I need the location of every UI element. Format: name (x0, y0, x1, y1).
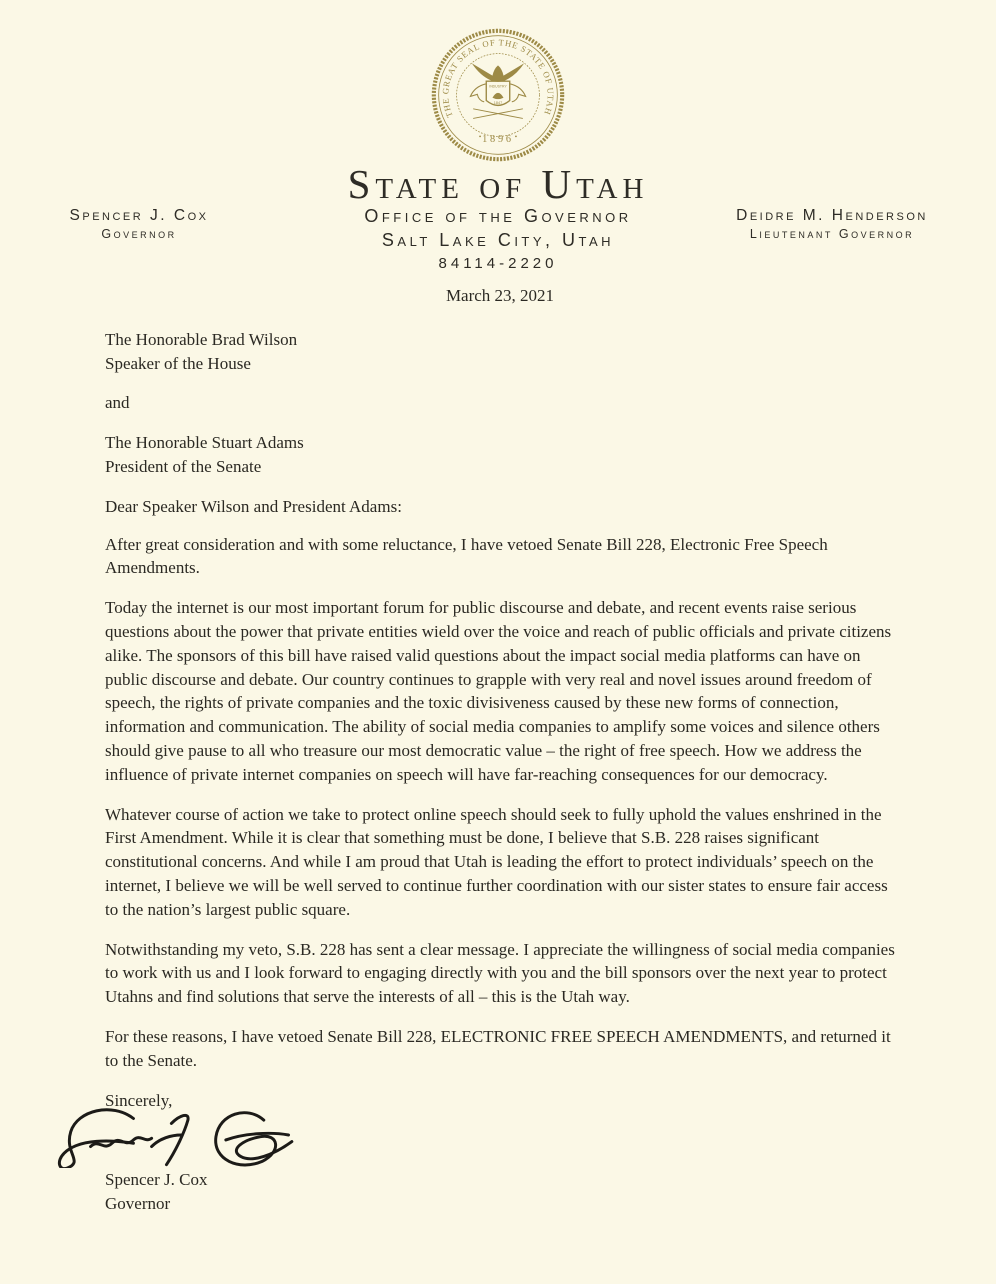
office-line-2: Salt Lake City, Utah (381, 230, 615, 250)
office-line-1: Office of the Governor (364, 206, 632, 226)
date-line: March 23, 2021 (445, 286, 555, 305)
seal-beehive-icon (492, 93, 503, 99)
letter-body (105, 284, 895, 1216)
governor-name: Spencer J. Cox (69, 207, 209, 224)
paragraph-4: Notwithstanding my veto, S.B. 228 has sent a clear message. I appreciate the willingness of social media companies to work with us and I look forward to engaging directly with you and the bill sponsors over the next year to protect Utahns and find solutions that serve the interests of all – this is the Utah way. (105, 939, 895, 1007)
state-title: State of Utah (347, 161, 649, 207)
paragraph-2: Today the internet is our most important forum for public discourse and debate, and recent events raise serious questions about the power that private entities wield over the voice and reach of public officials and private citizens alike. The sponsors of this bill have raised valid questions about the impact social media platforms can have on public discourse and debate. Our country continues to grapple with very real and novel issues around freedom of speech, the rights of private companies and the toxic divisiveness caused by these new forms of connection, information and communication. The ability of social media companies to amplify some voices and silence others should give pause to all who treasure our most democratic value – the right of free speech. How we address the influence of private internet companies on speech will have far-reaching consequences for our democracy. (105, 598, 892, 784)
seal-shield-year-text: 1847 (493, 100, 503, 105)
zip-line: 84114-2220 (438, 255, 558, 272)
recipient-house (105, 328, 895, 376)
lt-governor-title: Lieutenant Governor (749, 227, 915, 241)
seal-ring-text: THE GREAT SEAL OF THE STATE OF UTAH (440, 37, 556, 120)
governor-block (29, 206, 249, 243)
recipient-title: Speaker of the House (105, 353, 251, 373)
lt-governor-name: Deidre M. Henderson (736, 207, 928, 224)
recipient-senate (105, 431, 895, 479)
seal-spears-icon (473, 109, 523, 119)
salutation: Dear Speaker Wilson and President Adams: (105, 496, 402, 516)
recipient-title: President of the Senate (105, 456, 262, 476)
valediction: Sincerely, (105, 1090, 173, 1110)
seal-year-text: 1896 (482, 133, 514, 145)
signature-icon (53, 1102, 303, 1168)
utah-state-seal-icon (429, 26, 567, 164)
seal-left-flag-icon (470, 84, 485, 102)
signature-name: Spencer J. Cox (105, 1170, 208, 1190)
paragraph-1: After great consideration and with some reluctance, I have vetoed Senate Bill 228, Electronic Free Speech Amendments. (105, 534, 828, 578)
lt-governor-block (702, 206, 962, 243)
recipient-name: The Honorable Stuart Adams (105, 433, 304, 453)
seal-motto-text: INDUSTRY (489, 84, 507, 89)
governor-title: Governor (101, 227, 177, 241)
signature-title: Governor (105, 1194, 171, 1214)
paragraph-5: For these reasons, I have vetoed Senate Bill 228, ELECTRONIC FREE SPEECH AMENDMENTS, and returned it to the Senate. (105, 1026, 891, 1070)
recipient-name: The Honorable Brad Wilson (105, 329, 298, 349)
paragraph-3: Whatever course of action we take to protect online speech should seek to fully uphold the values enshrined in the First Amendment. While it is clear that something must be done, I believe that S.B. 228 raises significant constitutional concerns. And while I am proud that Utah is leading the effort to protect individuals’ speech on the internet, I believe we will be well served to continue further coordination with our sister states to ensure fair access to the nation’s largest public square. (105, 804, 888, 919)
recipient-conjunction: and (105, 393, 130, 413)
seal-right-flag-icon (510, 84, 525, 102)
seal-eagle-icon (472, 63, 524, 82)
